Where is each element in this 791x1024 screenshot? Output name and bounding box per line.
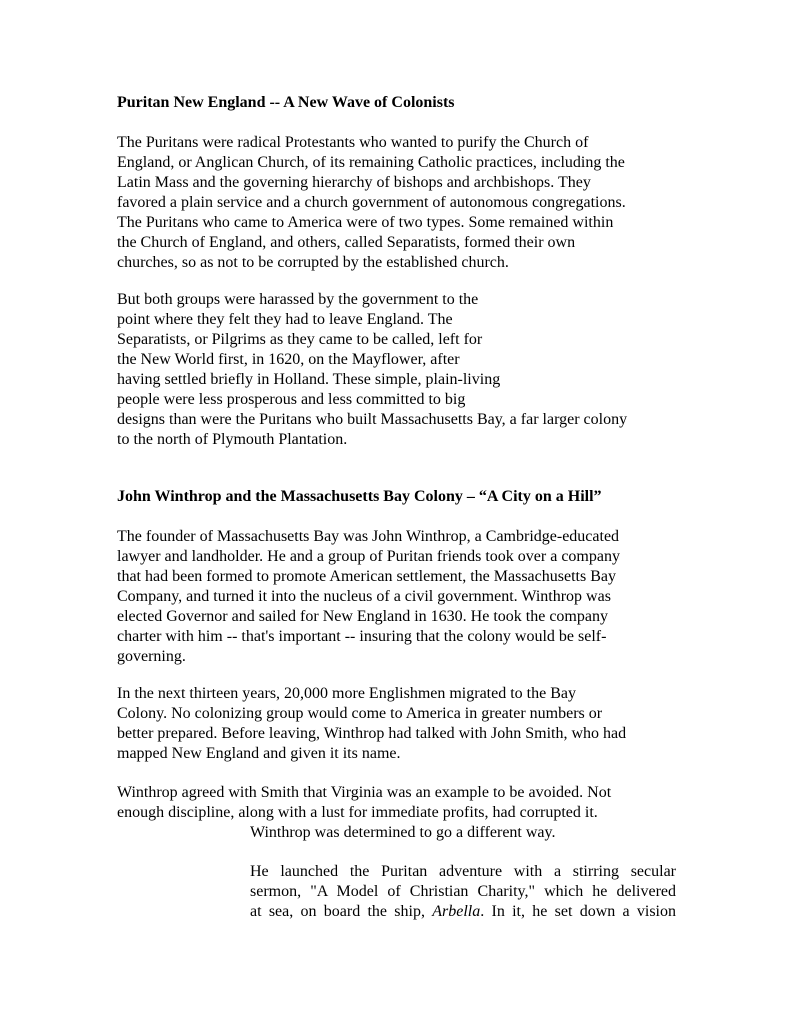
text-line: that had been formed to promote American settlement, the Massachusetts Bay — [117, 568, 616, 585]
text-line: But both groups were harassed by the government to the — [117, 291, 479, 308]
text-line-ship — [250, 902, 676, 922]
paragraph-pilgrims — [117, 290, 687, 450]
section-heading-puritan-new-england: Puritan New England -- A New Wave of Colonists — [117, 94, 455, 111]
text-line: Company, and turned it into the nucleus of a civil government. Winthrop was — [117, 588, 611, 605]
text-line: elected Governor and sailed for New England in 1630. He took the company — [117, 608, 608, 625]
text-run: at sea, on board the ship, — [250, 903, 433, 920]
text-line: enough discipline, along with a lust for immediate profits, had corrupted it. — [117, 804, 598, 821]
text-line: The founder of Massachusetts Bay was John Winthrop, a Cambridge-educated — [117, 528, 620, 545]
text-line: having settled briefly in Holland. These simple, plain-living — [117, 371, 501, 388]
text-line: governing. — [117, 648, 186, 665]
text-line-indented: Winthrop was determined to go a different way. — [250, 824, 556, 841]
text-line: The Puritans were radical Protestants who wanted to purify the Church of — [117, 134, 589, 151]
text-line: England, or Anglican Church, of its remaining Catholic practices, including the — [117, 154, 625, 171]
text-line: lawyer and landholder. He and a group of Puritan friends took over a company — [117, 548, 620, 565]
ship-name: Arbella — [432, 903, 481, 920]
text-line: charter with him -- that's important -- insuring that the colony would be self- — [117, 628, 607, 645]
paragraph-migration — [117, 684, 687, 764]
text-line: Separatists, or Pilgrims as they came to be called, left for — [117, 331, 483, 348]
text-line: designs than were the Puritans who built Massachusetts Bay, a far larger colony — [117, 411, 628, 428]
text-line: Latin Mass and the governing hierarchy of bishops and archbishops. They — [117, 174, 591, 191]
text-line: people were less prosperous and less committed to big — [117, 391, 466, 408]
text-line: Winthrop agreed with Smith that Virginia was an example to be avoided. Not — [117, 784, 612, 801]
text-line: He launched the Puritan adventure with a stirring secular — [250, 863, 676, 880]
text-line: the New World first, in 1620, on the Mayflower, after — [117, 351, 460, 368]
paragraph-winthrop-founder — [117, 527, 687, 667]
text-line: churches, so as not to be corrupted by the established church. — [117, 254, 509, 271]
text-run: . In it, he set down a vision — [480, 903, 677, 920]
text-line: point where they felt they had to leave England. The — [117, 311, 453, 328]
text-line: In the next thirteen years, 20,000 more Englishmen migrated to the Bay — [117, 685, 576, 702]
text-line: sermon, "A Model of Christian Charity," which he delivered — [250, 883, 676, 900]
paragraph-model-of-christian-charity — [250, 862, 676, 922]
text-line: The Puritans who came to America were of two types. Some remained within — [117, 214, 614, 231]
paragraph-puritans-intro — [117, 133, 687, 273]
text-line: mapped New England and given it its name. — [117, 745, 401, 762]
text-line: favored a plain service and a church government of autonomous congregations. — [117, 194, 626, 211]
text-line: better prepared. Before leaving, Winthrop had talked with John Smith, who had — [117, 725, 627, 742]
section-heading-john-winthrop: John Winthrop and the Massachusetts Bay Colony – “A City on a Hill” — [117, 488, 602, 505]
text-line: the Church of England, and others, called Separatists, formed their own — [117, 234, 576, 251]
text-line: Colony. No colonizing group would come to America in greater numbers or — [117, 705, 603, 722]
text-line: to the north of Plymouth Plantation. — [117, 431, 348, 448]
paragraph-virginia-example — [117, 783, 687, 843]
